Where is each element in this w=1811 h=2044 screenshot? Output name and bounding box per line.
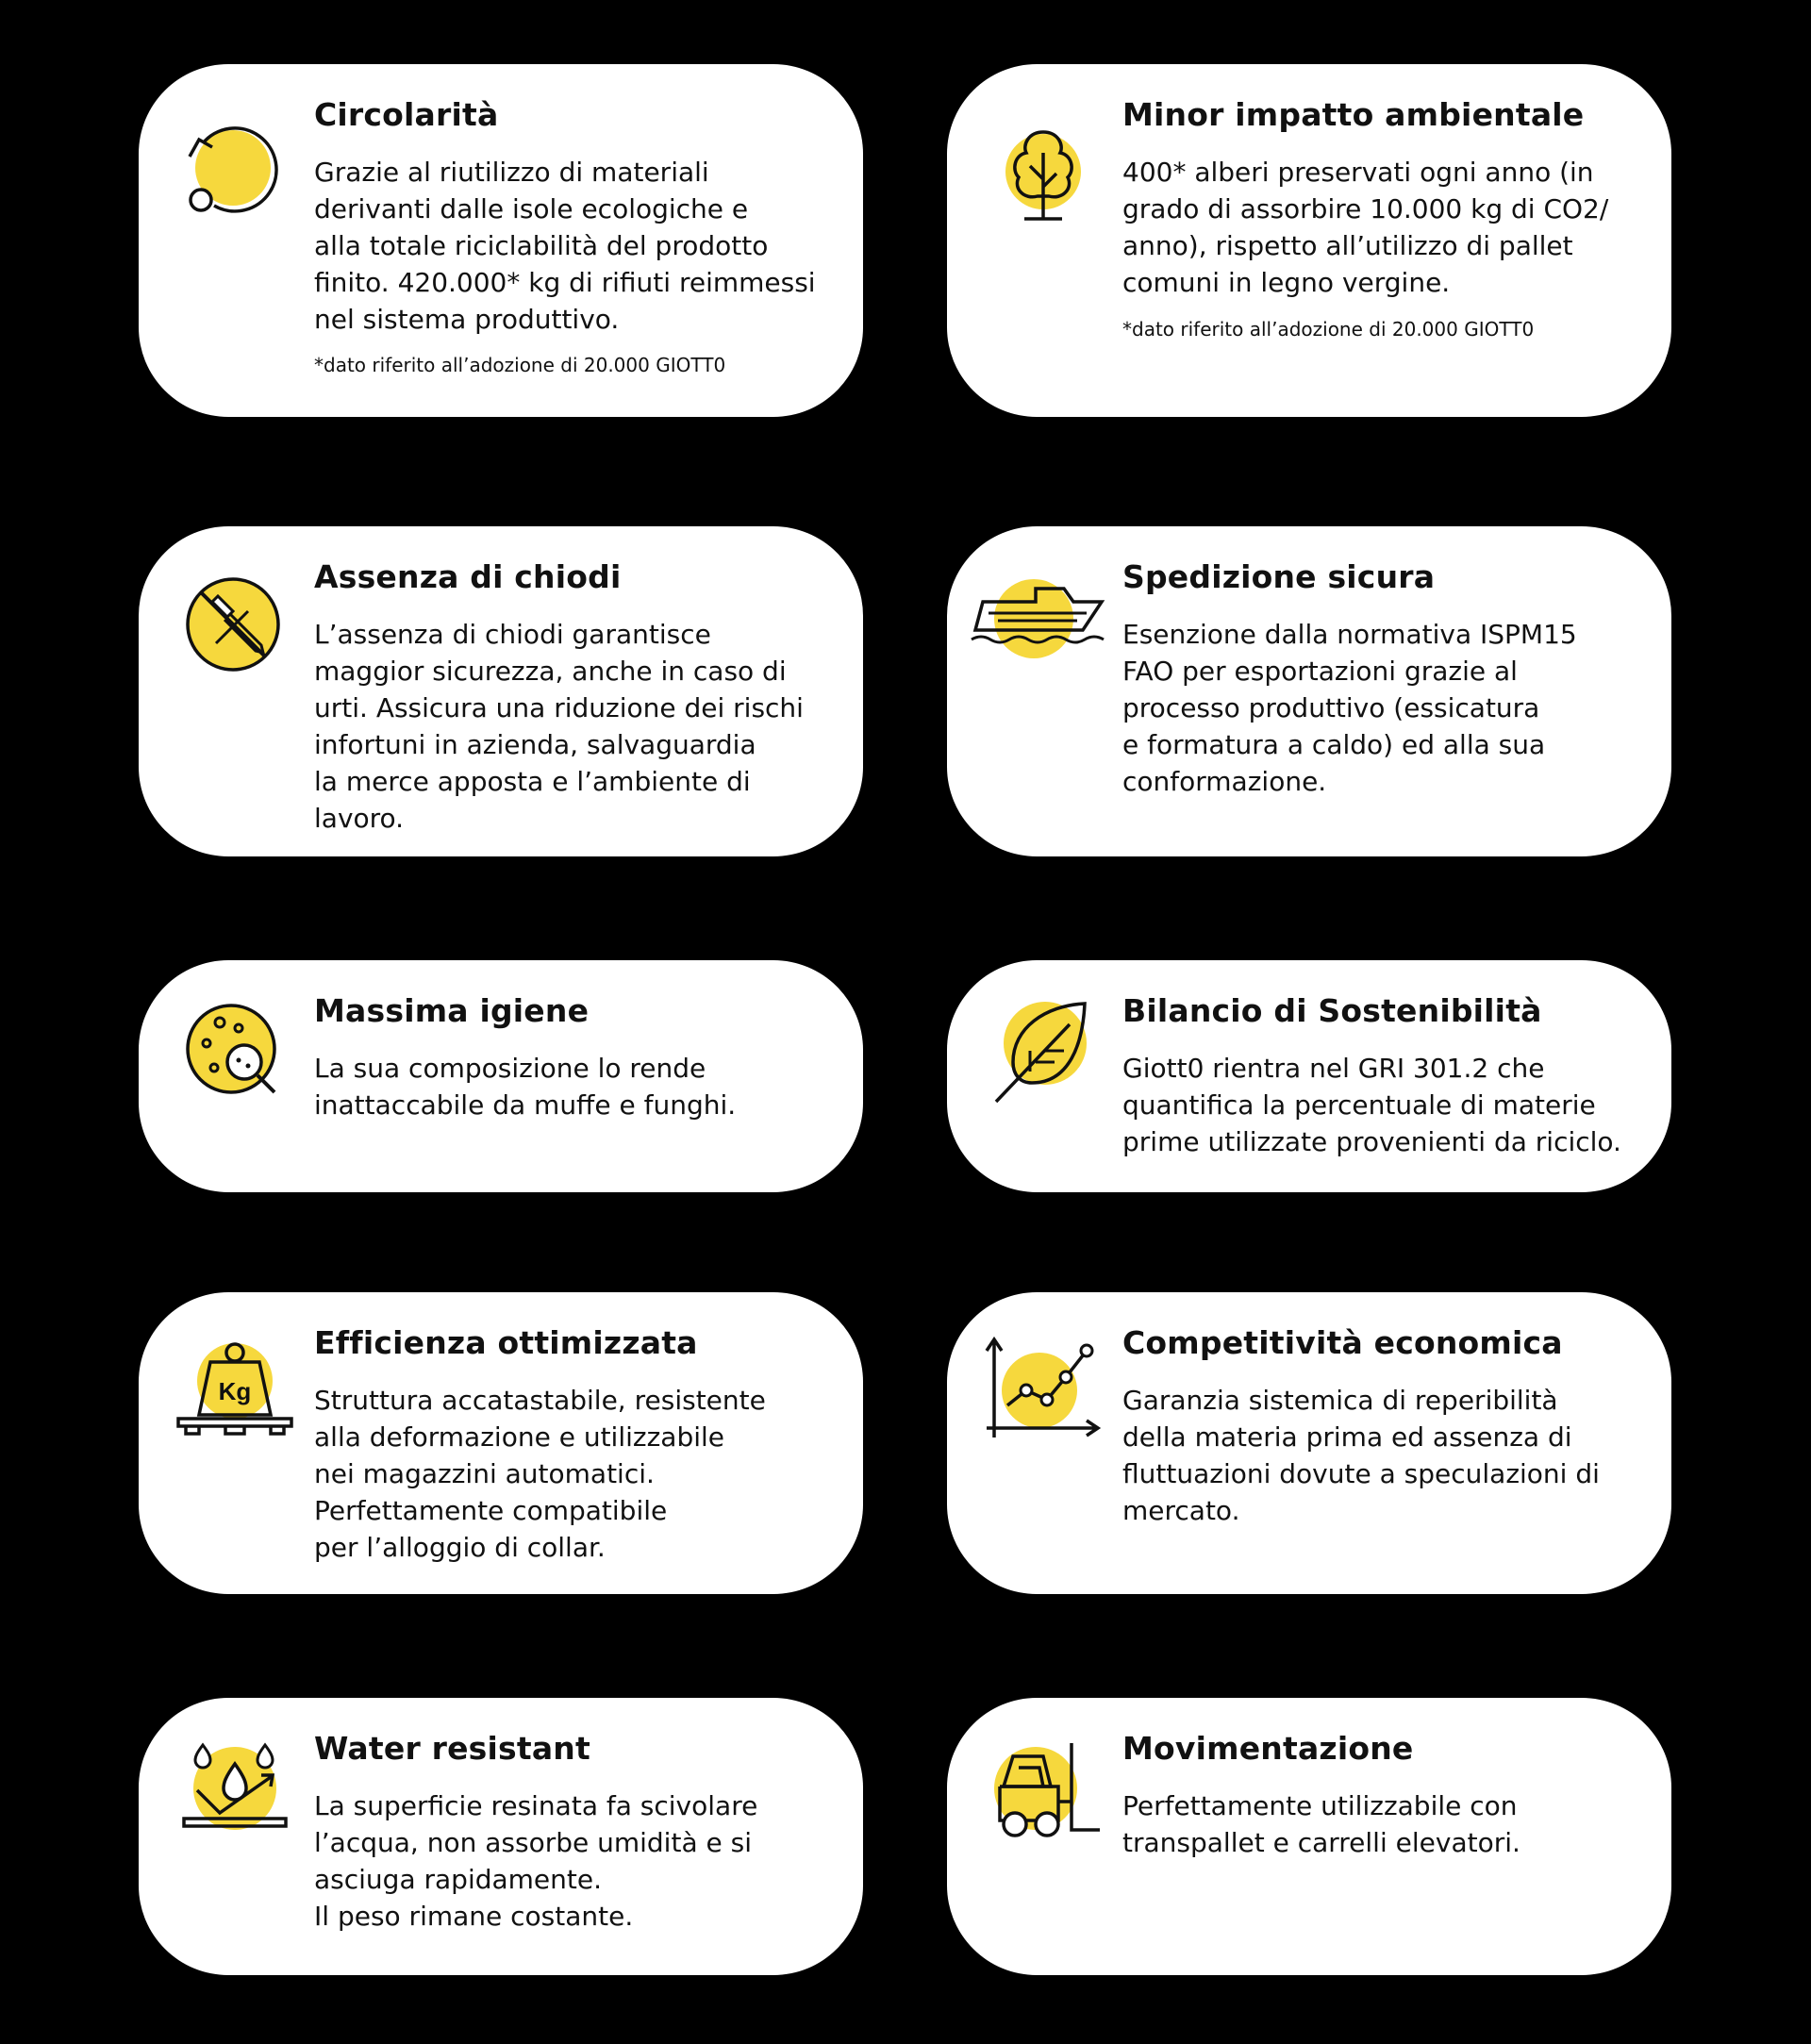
card-title: Movimentazione	[1122, 1730, 1414, 1767]
card-circolarita	[139, 64, 863, 417]
forklift-icon	[992, 1736, 1105, 1849]
card-spedizione-sicura	[947, 526, 1671, 856]
card-water-resistant	[139, 1698, 863, 1975]
card-body: Struttura accatastabile, resistente alla deformazione e utilizzabile nei magazzini automatici. Perfettamente compatibile per l’alloggio di collar.	[314, 1385, 766, 1563]
hygiene-icon	[178, 996, 291, 1109]
no-nails-icon	[178, 568, 291, 681]
card-body: L’assenza di chiodi garantisce maggior sicurezza, anche in caso di urti. Assicura una riduzione dei rischi infortuni in azienda, salvaguardia la merce apposta e l’ambiente di lavoro.	[314, 619, 804, 834]
card-body: Esenzione dalla normativa ISPM15 FAO per esportazioni grazie al processo produttivo (essicatura e formatura a caldo) ed alla sua conformazione.	[1122, 619, 1577, 797]
card-competitivita-economica	[947, 1292, 1671, 1594]
card-efficienza-ottimizzata	[139, 1292, 863, 1594]
card-title: Competitività economica	[1122, 1324, 1563, 1361]
card-title: Massima igiene	[314, 992, 590, 1029]
card-bilancio-sostenibilita	[947, 960, 1671, 1192]
kg-label: Kg	[218, 1377, 252, 1405]
card-title: Water resistant	[314, 1730, 590, 1767]
ship-icon	[970, 564, 1111, 677]
card-title: Assenza di chiodi	[314, 558, 622, 595]
card-body: Perfettamente utilizzabile con transpallet e carrelli elevatori.	[1122, 1790, 1520, 1858]
card-footnote: *dato riferito all’adozione di 20.000 GIOTT0	[1122, 318, 1535, 341]
card-body: La sua composizione lo rende inattaccabile da muffe e funghi.	[314, 1053, 737, 1121]
card-title: Minor impatto ambientale	[1122, 96, 1585, 133]
water-drops-icon	[178, 1736, 291, 1849]
card-body: 400* alberi preservati ogni anno (in grado di assorbire 10.000 kg di CO2/ anno), rispetto all’utilizzo di pallet comuni in legno vergine.	[1122, 157, 1609, 298]
card-massima-igiene	[139, 960, 863, 1192]
card-movimentazione	[947, 1698, 1671, 1975]
growth-chart-icon	[981, 1332, 1104, 1445]
circularity-icon	[178, 113, 291, 226]
card-minor-impatto	[947, 64, 1671, 417]
card-title: Spedizione sicura	[1122, 558, 1436, 595]
card-body: Giott0 rientra nel GRI 301.2 che quantifica la percentuale di materie prime utilizzate provenienti da riciclo.	[1122, 1053, 1621, 1157]
card-title: Efficienza ottimizzata	[314, 1324, 698, 1361]
card-title: Bilancio di Sostenibilità	[1122, 992, 1542, 1029]
leaf-icon	[989, 996, 1102, 1109]
card-body: La superficie resinata fa scivolare l’acqua, non assorbe umidità e si asciuga rapidamente. Il peso rimane costante.	[314, 1790, 758, 1932]
card-body: Grazie al riutilizzo di materiali derivanti dalle isole ecologiche e alla totale riciclabilità del prodotto finito. 420.000* kg di rifiuti reimmessi nel sistema produttivo.	[314, 157, 816, 335]
card-assenza-chiodi	[139, 526, 863, 856]
card-title: Circolarità	[314, 96, 499, 133]
card-body: Garanzia sistemica di reperibilità della materia prima ed assenza di fluttuazioni dovute a speculazioni di mercato.	[1122, 1385, 1600, 1526]
card-footnote: *dato riferito all’adozione di 20.000 GIOTT0	[314, 354, 726, 376]
weight-kg-icon	[176, 1332, 293, 1445]
tree-icon	[987, 113, 1100, 226]
